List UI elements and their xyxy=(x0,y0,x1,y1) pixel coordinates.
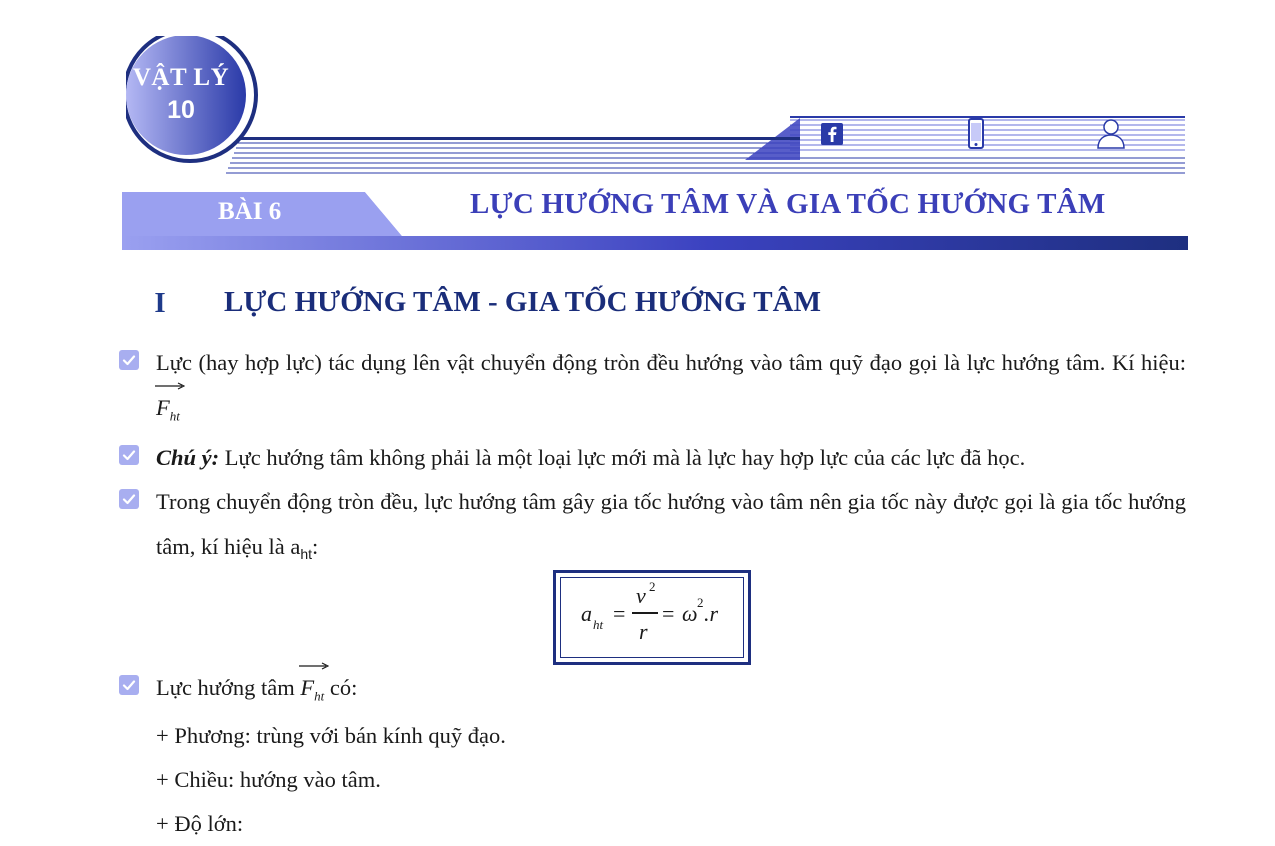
formula-eq2: = xyxy=(662,601,675,626)
vector-subscript: ht xyxy=(314,688,325,704)
acceleration-text: Trong chuyển động tròn đều, lực hướng tâm gây gia tốc hướng vào tâm nên gia tốc này được gọi là gia tốc hướng tâm, kí hiệu là a xyxy=(156,489,1186,559)
acceleration-subscript: ht xyxy=(300,546,313,562)
lesson-label: BÀI 6 xyxy=(218,198,282,225)
formula-numerator-exp: 2 xyxy=(649,579,656,594)
phone-icon xyxy=(966,118,986,150)
formula-tail: .r xyxy=(704,601,719,626)
note-label: Chú ý: xyxy=(156,445,220,470)
force-vector-symbol xyxy=(300,665,324,719)
user-icon xyxy=(1096,118,1126,150)
fraction-bar xyxy=(632,612,658,614)
vector-letter: F xyxy=(300,675,315,700)
properties-has: có: xyxy=(329,675,358,700)
paragraph-force-properties xyxy=(156,665,1186,719)
paragraph-centripetal-acceleration xyxy=(156,479,1186,577)
formula-omega: ω xyxy=(682,601,698,626)
vector-arrow-icon xyxy=(155,382,185,390)
lesson-title: LỰC HƯỚNG TÂM VÀ GIA TỐC HƯỚNG TÂM xyxy=(470,188,1106,220)
formula-eq1: = xyxy=(613,601,626,626)
properties-intro: Lực hướng tâm xyxy=(156,675,295,700)
definition-text: Lực (hay hợp lực) tác dụng lên vật chuyển động tròn đều hướng vào tâm quỹ đạo gọi là lực hướng tâm. Kí hiệu: xyxy=(156,350,1186,375)
property-direction: + Phương: trùng với bán kính quỹ đạo. xyxy=(156,723,506,748)
formula-a: a xyxy=(581,601,592,626)
checkbox-icon xyxy=(119,675,139,695)
facebook-icon xyxy=(820,122,844,146)
force-vector-symbol xyxy=(156,385,180,439)
acceleration-colon: : xyxy=(312,534,319,559)
property-sense: + Chiều: hướng vào tâm. xyxy=(156,767,381,792)
header-decoration xyxy=(0,0,1275,260)
formula-numerator: v xyxy=(636,583,646,608)
checkbox-icon xyxy=(119,350,139,370)
section-numeral: I xyxy=(154,287,166,319)
vector-arrow-icon xyxy=(299,662,329,670)
vector-subscript: ht xyxy=(169,408,180,424)
paragraph-note xyxy=(156,435,1196,480)
formula-box xyxy=(553,570,751,665)
paragraph-definition xyxy=(156,340,1186,439)
checkbox-icon xyxy=(119,489,139,509)
section-title: LỰC HƯỚNG TÂM - GIA TỐC HƯỚNG TÂM xyxy=(224,286,821,318)
property-magnitude: + Độ lớn: xyxy=(156,811,244,836)
subject-badge-label: VẬT LÝ xyxy=(132,64,230,91)
checkbox-icon xyxy=(119,445,139,465)
grade-badge-label: 10 xyxy=(167,96,195,124)
vector-letter: F xyxy=(156,395,170,420)
formula-denominator: r xyxy=(639,619,648,644)
formula-omega-exp: 2 xyxy=(697,595,704,610)
note-text: Lực hướng tâm không phải là một loại lực mới mà là lực hay hợp lực của các lực đã học. xyxy=(224,445,1026,470)
formula-a-sub: ht xyxy=(593,617,604,632)
